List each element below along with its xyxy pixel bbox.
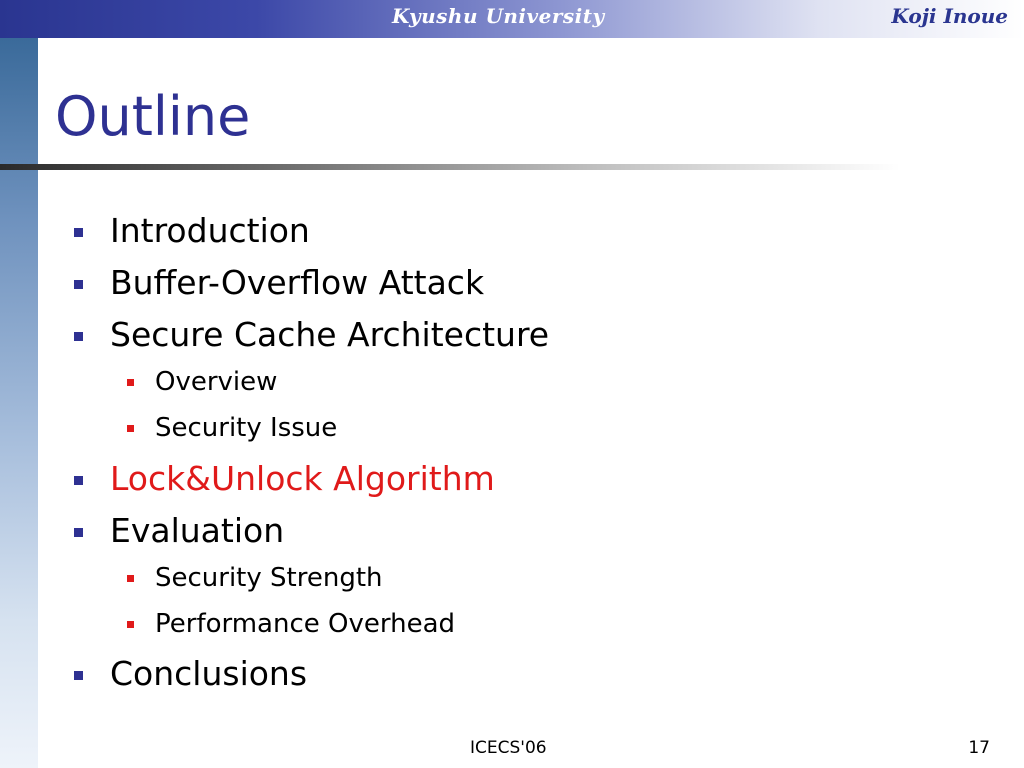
footer-conference: ICECS'06 [470,738,547,758]
outline-subitem-label: Security Issue [155,413,338,443]
square-bullet-icon [74,280,83,289]
header-university-name: Kyushu University [392,4,605,28]
outline-item-label: Lock&Unlock Algorithm [110,459,495,498]
outline-item-buffer-overflow-attack [110,263,484,303]
square-bullet-icon [74,671,83,680]
square-bullet-icon [74,476,83,485]
outline-item-evaluation [110,511,284,551]
outline-item-label: Evaluation [110,511,285,550]
outline-subitem-performance-overhead [155,608,455,640]
square-bullet-icon [127,379,134,386]
outline-subitem-label: Security Strength [155,563,383,593]
square-bullet-icon [127,621,134,628]
outline-subitem-label: Overview [155,367,278,397]
side-gradient-bar [0,38,38,768]
outline-item-label: Conclusions [110,654,308,693]
outline-item-label: Buffer-Overflow Attack [110,263,485,302]
outline-item-secure-cache-architecture [110,315,549,355]
outline-item-introduction [110,211,310,251]
footer-page-number: 17 [968,738,990,758]
outline-subitem-overview [155,366,277,398]
outline-item-label: Secure Cache Architecture [110,315,550,354]
slide-title: Outline [55,85,251,148]
header-author-name: Koji Inoue [891,4,1008,28]
outline-subitem-security-issue [155,412,337,444]
outline-item-label: Introduction [110,211,310,250]
header-bar [0,0,1024,38]
square-bullet-icon [127,575,134,582]
outline-item-lock-unlock-algorithm [110,459,495,499]
outline-item-conclusions [110,654,307,694]
outline-subitem-security-strength [155,562,383,594]
square-bullet-icon [74,228,83,237]
outline-subitem-label: Performance Overhead [155,609,456,639]
title-divider [0,164,900,170]
square-bullet-icon [74,528,83,537]
square-bullet-icon [74,332,83,341]
square-bullet-icon [127,425,134,432]
